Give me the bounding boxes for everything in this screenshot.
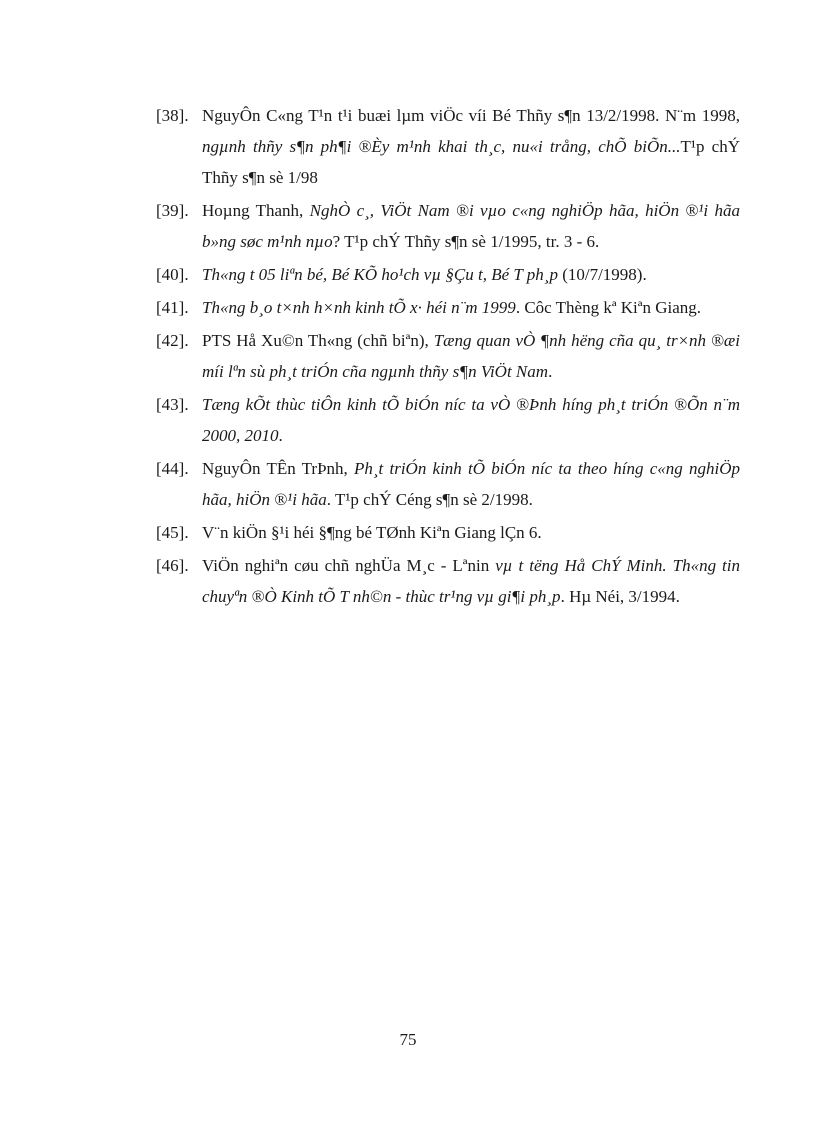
reference-number: [41]. [156,298,189,317]
reference-number: [43]. [156,395,189,414]
page-number: 75 [399,1030,417,1049]
reference-title: Th«ng b¸o t×nh h×nh kinh tÕ x· héi n¨m 1999 [202,298,516,317]
reference-text [202,259,740,290]
reference-text [202,100,740,193]
reference-item [156,195,740,257]
reference-title: vµ t tëng Hå ChÝ Minh. Th«ng tin chuyªn ®Ò Kinh tÕ T nh©n - thùc tr¹ng vµ gi¶i ph¸p [202,556,740,606]
reference-detail: (10/7/1998). [557,265,647,284]
reference-text [202,550,740,612]
reference-item [156,100,740,193]
reference-detail: NguyÔn C«ng T¹n t¹i buæi lµm viÖc víi Bé Thñy s¶n 13/2/1998. N¨m 1998, [202,106,740,125]
reference-item [156,453,740,515]
reference-detail: . Côc Thèng kª Kiªn Giang. [515,298,701,317]
reference-list [156,100,740,614]
reference-detail: T¹p chÝ Thñy s¶n sè 1/98 [202,137,740,187]
reference-title: Th«ng t 05 liªn bé, Bé KÕ ho¹ch vµ §Çu t, Bé T ph¸p [202,265,558,284]
reference-title: ngµnh thñy s¶n ph¶i ®Èy m¹nh khai th¸c, nu«i trång, chÕ biÕn... [202,137,681,156]
reference-number: [45]. [156,523,189,542]
reference-number: [42]. [156,331,189,350]
reference-item [156,325,740,387]
reference-title: Ph¸t triÓn kinh tÕ biÓn níc ta theo híng c«ng nghiÖp hãa, hiÖn ®¹i hãa [202,459,740,509]
reference-item [156,259,740,290]
reference-number: [39]. [156,201,189,220]
reference-detail: Hoµng Thanh, [202,201,310,220]
reference-text [202,195,740,257]
reference-text [202,325,740,387]
reference-title: Tæng kÕt thùc tiÔn kinh tÕ biÓn níc ta vÒ ®Þnh híng ph¸t triÓn ®Õn n¨m 2000, 2010 [202,395,740,445]
reference-detail: PTS Hå Xu©n Th«ng (chñ biªn), [202,331,434,350]
reference-text [202,292,740,323]
reference-detail: V¨n kiÖn §¹i héi §¶ng bé TØnh Kiªn Giang lÇn 6. [202,523,542,542]
reference-text [202,453,740,515]
reference-detail: . Hµ Néi, 3/1994. [560,587,680,606]
reference-number: [40]. [156,265,189,284]
reference-number: [46]. [156,556,189,575]
reference-detail: ? T¹p chÝ Thñy s¶n sè 1/1995, tr. 3 - 6. [332,232,600,251]
reference-title: Tæng quan vÒ ¶nh hëng cña qu¸ tr×nh ®æi míi lªn sù ph¸t triÓn cña ngµnh thñy s¶n ViÖt Nam [202,331,740,381]
reference-detail: ViÖn nghiªn cøu chñ nghÜa M¸c - Lªnin [202,556,496,575]
reference-number: [44]. [156,459,189,478]
reference-item [156,550,740,612]
reference-title: NghÒ c¸, ViÖt Nam ®i vµo c«ng nghiÖp hãa, hiÖn ®¹i hãa b»ng søc m¹nh nµo [202,201,740,251]
reference-item [156,389,740,451]
reference-detail: . [548,362,553,381]
reference-item [156,292,740,323]
reference-text [202,389,740,451]
reference-detail: . [278,426,283,445]
reference-detail: NguyÔn TÊn TrÞnh, [202,459,354,478]
reference-text [202,517,740,548]
reference-number: [38]. [156,106,189,125]
reference-item [156,517,740,548]
reference-detail: . T¹p chÝ Céng s¶n sè 2/1998. [326,490,533,509]
